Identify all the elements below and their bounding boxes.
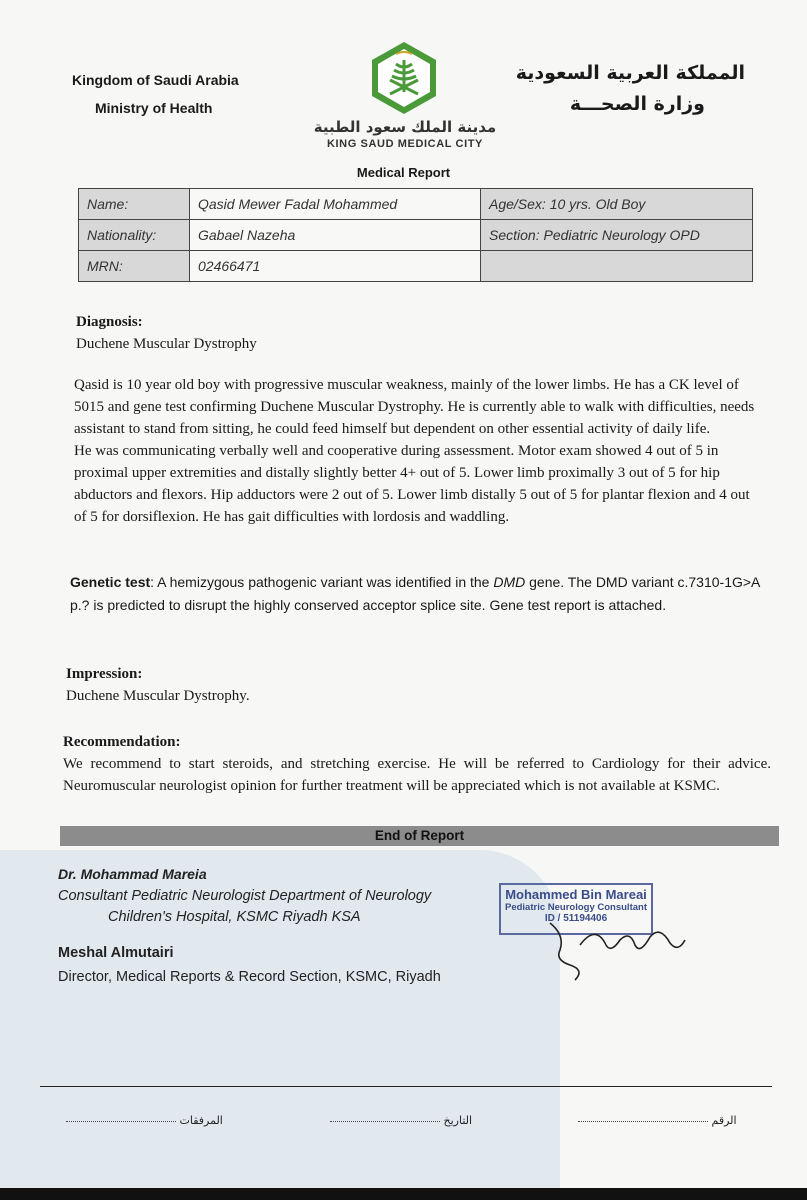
diagnosis-text: Duchene Muscular Dystrophy xyxy=(76,336,257,352)
genetic-test-text-a: : A hemizygous pathogenic variant was identified in the xyxy=(150,574,494,590)
attachments-line xyxy=(66,1120,176,1122)
recommendation-heading: Recommendation: xyxy=(63,734,181,750)
impression-heading: Impression: xyxy=(66,666,143,682)
director-title: Director, Medical Reports & Record Section, KSMC, Riyadh xyxy=(58,969,441,985)
history-paragraph-1: Qasid is 10 year old boy with progressive muscular weakness, mainly of the lower limbs. He has a CK level of 5015 and gene test confirming Duchene Muscular Dystrophy. He is currently able to walk with difficulties, needs assistant to stand from sitting, he could feed himself but dependent on other essential activity of daily life. xyxy=(74,377,755,437)
impression-text: Duchene Muscular Dystrophy. xyxy=(66,688,250,704)
handwritten-signature-icon xyxy=(540,915,690,985)
diagnosis-section xyxy=(76,311,756,355)
doctor-place: Children's Hospital, KSMC Riyadh KSA xyxy=(108,909,361,925)
number-label: الرقم xyxy=(711,1114,737,1127)
mrn-label: MRN: xyxy=(79,251,190,282)
ministry-name-ar: وزارة الصحـــة xyxy=(569,93,705,115)
stamp-title: Pediatric Neurology Consultant xyxy=(505,902,647,913)
number-line xyxy=(578,1120,708,1122)
genetic-test-section xyxy=(70,571,760,616)
history-paragraph-2: He was communicating verbally well and cooperative during assessment. Motor exam showed 4 out of 5 in proximal upper extremities and distally slightly better 4+ out of 5. Lower limb proximally 3 out of 5 for hip abductors and flexors. Hip adductors were 2 out of 5. Lower limb distally 5 out of 5 for plantar flexion and 4 out of 5 for dorsiflexion. He has gait difficulties with lordosis and waddling. xyxy=(74,443,750,525)
nationality-label: Nationality: xyxy=(79,220,190,251)
stamp-name: Mohammed Bin Mareai xyxy=(505,887,647,902)
mrn-value: 02466471 xyxy=(190,251,481,282)
country-name-ar: المملكة العربية السعودية xyxy=(515,62,745,84)
table-row xyxy=(79,189,753,220)
city-name-en: KING SAUD MEDICAL CITY xyxy=(326,138,483,150)
footer-number xyxy=(578,1114,737,1127)
date-line xyxy=(330,1120,440,1122)
table-row xyxy=(79,251,753,282)
gene-name: DMD xyxy=(493,574,526,590)
genetic-test-label: Genetic test xyxy=(70,574,151,590)
attachments-label: المرفقات xyxy=(179,1114,223,1127)
header-english xyxy=(72,66,272,122)
genetic-test-text-b: gene. The DMD variant c.7310-1G>A p.? is predicted to disrupt the highly conserved acceptor splice site. Gene test report is attached. xyxy=(70,574,760,613)
end-of-report-bar: End of Report xyxy=(60,826,779,846)
header-arabic xyxy=(515,58,745,120)
patient-info-table xyxy=(78,188,753,282)
age-sex: Age/Sex: 10 yrs. Old Boy xyxy=(481,189,753,220)
country-name-en: Kingdom of Saudi Arabia xyxy=(72,72,239,88)
doctor-name: Dr. Mohammad Mareia xyxy=(58,866,207,882)
ministry-name-en: Ministry of Health xyxy=(95,100,213,116)
footer-attachments xyxy=(66,1114,223,1127)
report-title: Medical Report xyxy=(356,165,451,180)
name-label: Name: xyxy=(79,189,190,220)
section: Section: Pediatric Neurology OPD xyxy=(481,220,753,251)
doctor-title: Consultant Pediatric Neurologist Department of Neurology xyxy=(58,888,432,904)
name-value: Qasid Mewer Fadal Mohammed xyxy=(190,189,481,220)
history-section xyxy=(74,374,762,528)
stamp-id: ID / 51194406 xyxy=(544,913,608,924)
impression-section xyxy=(66,663,756,707)
recommendation-text: We recommend to start steroids, and stretching exercise. He will be referred to Cardiology for their advice. Neuromuscular neurologist opinion for further treatment will be appreciated which is not available at KSMC. xyxy=(63,756,771,794)
footer-divider xyxy=(40,1086,772,1087)
ksmc-logo-icon xyxy=(366,40,442,116)
recommendation-section xyxy=(63,731,771,797)
nationality-value: Gabael Nazeha xyxy=(190,220,481,251)
diagnosis-heading: Diagnosis: xyxy=(76,314,143,330)
date-label: التاريخ xyxy=(443,1114,473,1127)
empty-cell xyxy=(481,251,753,282)
bottom-edge xyxy=(0,1188,807,1200)
director-name: Meshal Almutairi xyxy=(58,945,174,961)
table-row xyxy=(79,220,753,251)
footer-date xyxy=(330,1114,472,1127)
city-name-ar: مدينة الملك سعود الطبية xyxy=(313,118,497,136)
